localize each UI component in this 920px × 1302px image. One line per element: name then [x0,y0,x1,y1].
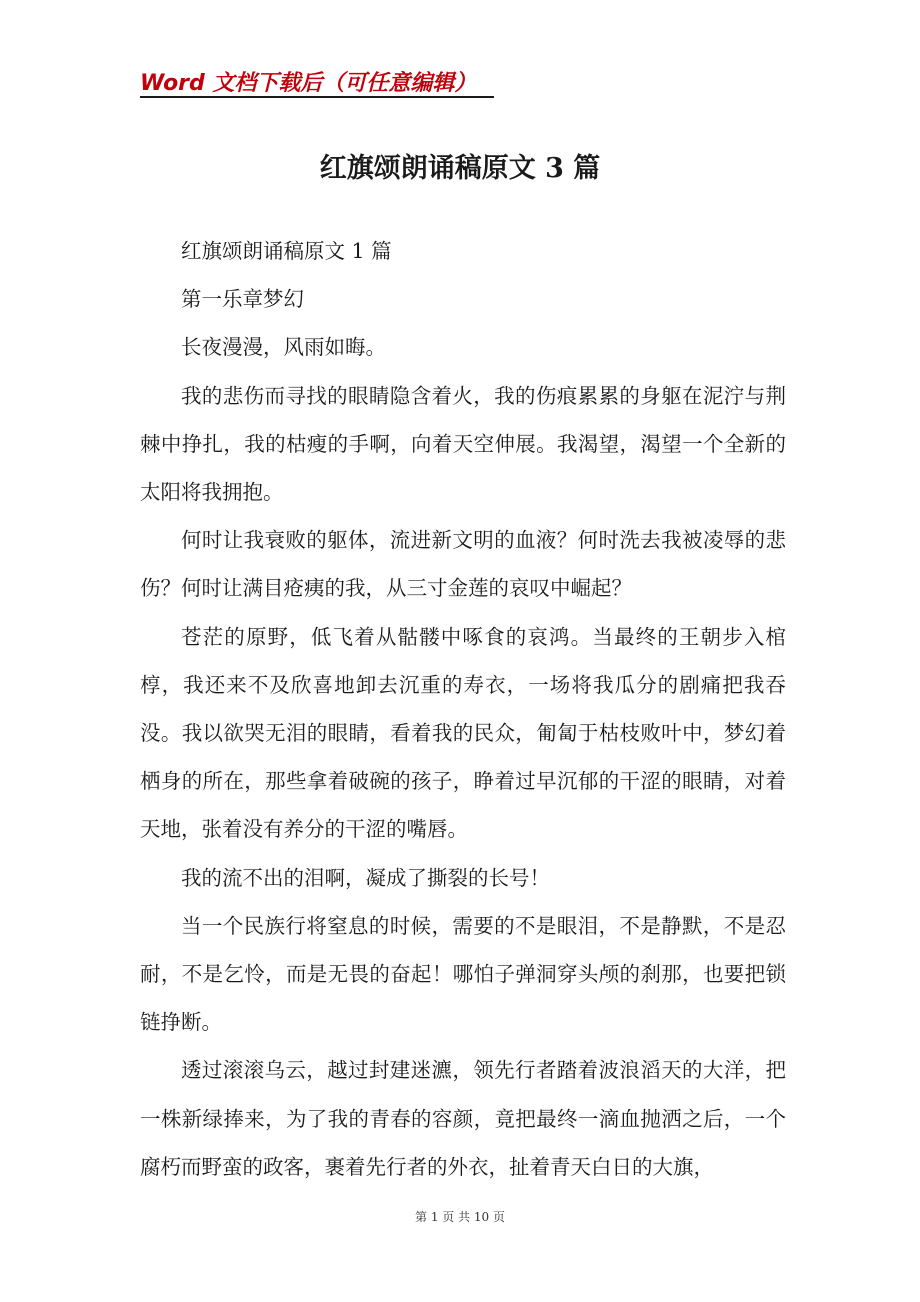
paragraph: 苍茫的原野，低飞着从骷髅中啄食的哀鸿。当最终的王朝步入棺椁，我还来不及欣喜地卸去沉重的寿衣，一场将我瓜分的剧痛把我吞没。我以欲哭无泪的眼睛，看着我的民众，匍匐于枯枝败叶中，梦幻着栖身的所在，那些拿着破碗的孩子，睁着过早沉郁的干涩的眼睛，对着天地，张着没有养分的干涩的嘴唇。 [140,624,786,842]
header-text: Word 文档下载后（可任意编辑） [140,71,477,96]
paragraph: 我的流不出的泪啊，凝成了撕裂的长号！ [181,865,550,890]
paragraph: 红旗颂朗诵稿原文 1 篇 [181,239,392,263]
paragraph: 何时让我衰败的躯体，流进新文明的血液？何时洗去我被凌辱的悲伤？何时让满目疮痍的我，从三寸金莲的哀叹中崛起？ [140,528,786,601]
page-footer: 第 1 页 共 10 页 [415,1210,505,1224]
document-title: 红旗颂朗诵稿原文 3 篇 [319,153,601,184]
paragraph: 我的悲伤而寻找的眼睛隐含着火，我的伤痕累累的身躯在泥泞与荆棘中挣扎，我的枯瘦的手啊，向着天空伸展。我渴望，渴望一个全新的太阳将我拥抱。 [140,383,786,505]
paragraph: 第一乐章梦幻 [181,287,304,312]
document-body [140,227,786,1191]
download-header [140,64,494,98]
paragraph: 长夜漫漫，风雨如晦。 [181,335,386,360]
paragraph: 透过滚滚乌云，越过封建迷瀌，领先行者踏着波浪滔天的大洋，把一株新绿捧来，为了我的青春的容颜，竟把最终一滴血抛洒之后，一个腐朽而野蛮的政客，裹着先行者的外衣，扯着青天白日的大旗， [140,1058,786,1179]
paragraph: 当一个民族行将窒息的时候，需要的不是眼泪，不是静默，不是忍耐，不是乞怜，而是无畏的奋起！哪怕子弹洞穿头颅的刹那，也要把锁链挣断。 [140,913,786,1035]
